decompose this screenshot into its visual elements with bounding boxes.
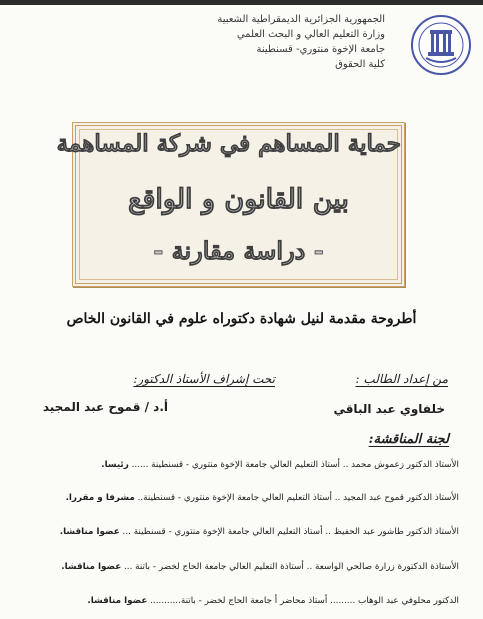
- faculty-name: كلية الحقوق: [335, 59, 385, 70]
- member-role: عضوا مناقشا.: [61, 562, 122, 572]
- ministry-name: وزارة التعليم العالي و البحث العلمي: [236, 29, 385, 40]
- thesis-title-line-2: بين القانون و الواقع: [128, 184, 349, 215]
- committee-member: [87, 596, 459, 606]
- member-role: عضوا مناقشا.: [87, 596, 148, 606]
- member-name: الأستاذة الدكتورة زرارة صالحي الواسعة ..: [306, 562, 459, 572]
- member-detail: أستاذ التعليم العالي جامعة الإخوة منتوري - قسنطينة..: [137, 493, 332, 503]
- member-detail: أستاذ التعليم العالي جامعة الإخوة منتوري - قسنطينة ...: [122, 527, 323, 537]
- committee-heading: لجنة المناقشة:: [368, 432, 449, 447]
- member-name: الأستاذ الدكتور طاشور عبد الحفيظ ..: [325, 527, 459, 537]
- member-name: الدكتور محلوفي عبد الوهاب .........: [330, 596, 459, 606]
- committee-member: [101, 460, 459, 470]
- supervisor-label: تحت إشراف الأستاذ الدكتور:: [133, 372, 275, 386]
- member-detail: أستاذ محاضر أ جامعة الحاج لخضر - باتنة...........: [150, 596, 328, 606]
- thesis-degree-statement: أطروحة مقدمة لنيل شهادة دكتوراه علوم في القانون الخاص: [66, 311, 417, 327]
- institution-header: [135, 12, 385, 72]
- member-name: الأستاذ الدكتور قموح عبد المجيد ..: [334, 493, 459, 503]
- student-label: من إعداد الطالب :: [355, 372, 448, 386]
- committee-member: [66, 493, 459, 503]
- member-detail: أستاذ التعليم العالي جامعة الإخوة منتوري - قسنطينة ......: [131, 460, 340, 470]
- member-name: الأستاذ الدكتور زعموش محمد ..: [342, 460, 459, 470]
- member-detail: أستاذة التعليم العالي جامعة الحاج لخضر - باتنة ...: [124, 562, 304, 572]
- scan-edge: [0, 0, 483, 5]
- student-name: خلفاوي عبد الباقي: [333, 402, 445, 416]
- supervisor-name: أ.د / قموح عبد المجيد: [42, 400, 168, 414]
- member-role: رئيسا.: [101, 460, 129, 470]
- thesis-title-line-1: حماية المساهم في شركة المساهمة: [56, 130, 401, 157]
- committee-member: [60, 527, 459, 537]
- title-frame: [56, 122, 405, 287]
- country-name: الجمهورية الجزائرية الديمقراطية الشعبية: [217, 14, 385, 25]
- member-role: عضوا مناقشا.: [59, 527, 120, 537]
- university-logo-icon: [410, 14, 472, 76]
- committee-member: [61, 562, 459, 572]
- university-name: جامعة الإخوة منتوري- قسنطينة: [256, 44, 385, 55]
- thesis-title-line-3: - دراسة مقارنة -: [153, 236, 324, 265]
- member-role: مشرفا و مقررا.: [65, 493, 135, 503]
